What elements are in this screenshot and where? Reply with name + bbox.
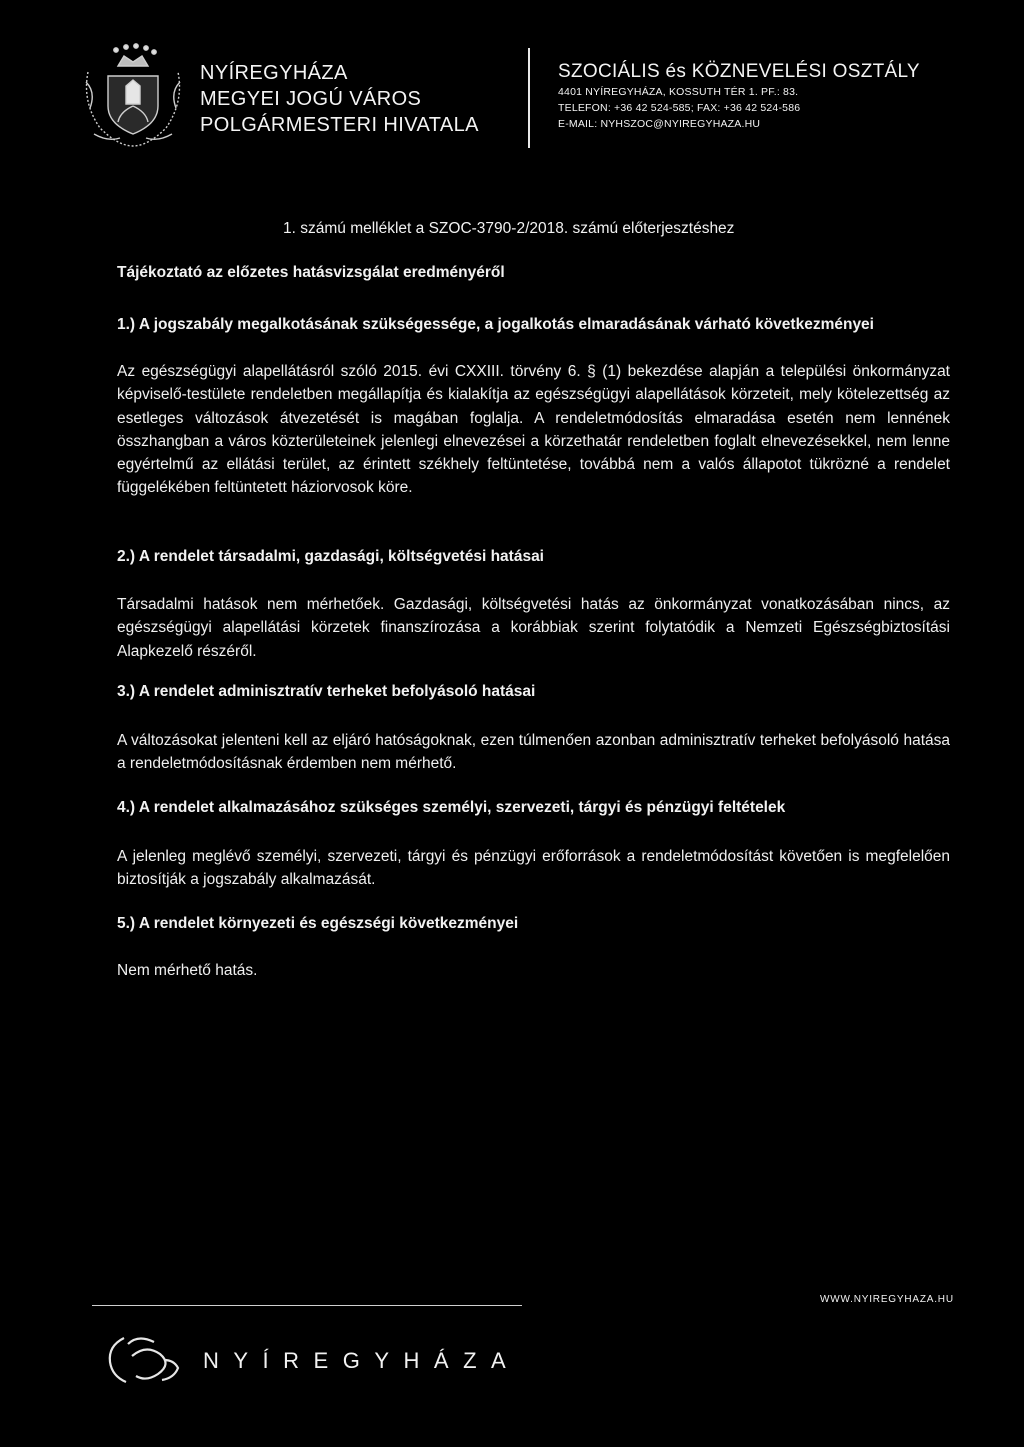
section-heading-4: 4.) A rendelet alkalmazásához szükséges személyi, szervezeti, tárgyi és pénzügyi feltételek [117,799,786,816]
section-body-5: Nem mérhető hatás. [117,962,258,979]
section-heading-2: 2.) A rendelet társadalmi, gazdasági, költségvetési hatásai [117,548,544,565]
section-heading-3: 3.) A rendelet adminisztratív terheket befolyásoló hatásai [117,683,536,700]
department-address: 4401 NYÍREGYHÁZA, KOSSUTH TÉR 1. PF.: 83. [558,86,799,98]
organization-name [200,60,479,138]
footer-website: WWW.NYIREGYHAZA.HU [820,1294,954,1305]
org-name-line3: POLGÁRMESTERI HIVATALA [200,114,479,136]
attachment-note: 1. számú melléklet a SZOC-3790-2/2018. számú előterjesztéshez [283,220,735,237]
header-divider [528,48,530,148]
department-title: SZOCIÁLIS és KÖZNEVELÉSI OSZTÁLY [558,61,920,82]
section-heading-5: 5.) A rendelet környezeti és egészségi következményei [117,915,519,932]
section-body-4: A jelenleg meglévő személyi, szervezeti, tárgyi és pénzügyi erőforrások a rendeletmódosítást követően is megfelelően biztosítják a jogszabály alkalmazását. [117,848,950,889]
footer-wordmark: NYÍREGYHÁZA [203,1348,521,1373]
footer-divider [92,1305,522,1306]
nyiregyhaza-logo-icon [102,1330,180,1386]
org-name-line1: NYÍREGYHÁZA [200,62,348,84]
section-heading-1: 1.) A jogszabály megalkotásának szükségessége, a jogalkotás elmaradásának várható következményei [117,316,874,333]
document-title: Tájékoztató az előzetes hatásvizsgálat eredményéről [117,264,505,281]
section-body-3: A változásokat jelenteni kell az eljáró hatóságoknak, ezen túlmenően azonban adminisztratív terheket befolyásoló hatása a rendeletmódosításnak érdemben nem mérhető. [117,732,950,773]
org-name-line2: MEGYEI JOGÚ VÁROS [200,88,422,110]
department-info [558,60,920,132]
city-crest-icon [78,42,188,150]
department-phone: TELEFON: +36 42 524-585; FAX: +36 42 524-586 [558,102,801,114]
department-email: E-MAIL: NYHSZOC@NYIREGYHAZA.HU [558,118,761,130]
section-body-1: Az egészségügyi alapellátásról szóló 2015. évi CXXIII. törvény 6. § (1) bekezdése alapján a települési önkormányzat képviselő-testülete rendeletben megállapítja és kialakítja az egészségügyi alapellátások körzeteit, mely kötelezettség az esetleges változások átvezetését is magában foglalja. A rendeletmódosítás elmaradása esetén nem lennének összhangban a város közterületeinek jelenlegi elnevezései a körzethatár rendeletben foglalt elnevezésekkel, nem lenne egyértelmű az ellátási terület, az érintett székhely feltüntetése, továbbá nem a valós állapotot tükrözné a rendelet függelékében feltüntetett háziorvosok köre. [117,363,950,497]
section-body-2: Társadalmi hatások nem mérhetőek. Gazdasági, költségvetési hatás az önkormányzat vonatkozásában nincs, az egészségügyi alapellátási körzetek finanszírozása a korábbiak szerint folytatódik a Nemzeti Egészségbiztosítási Alapkezelő részéről. [117,596,950,660]
